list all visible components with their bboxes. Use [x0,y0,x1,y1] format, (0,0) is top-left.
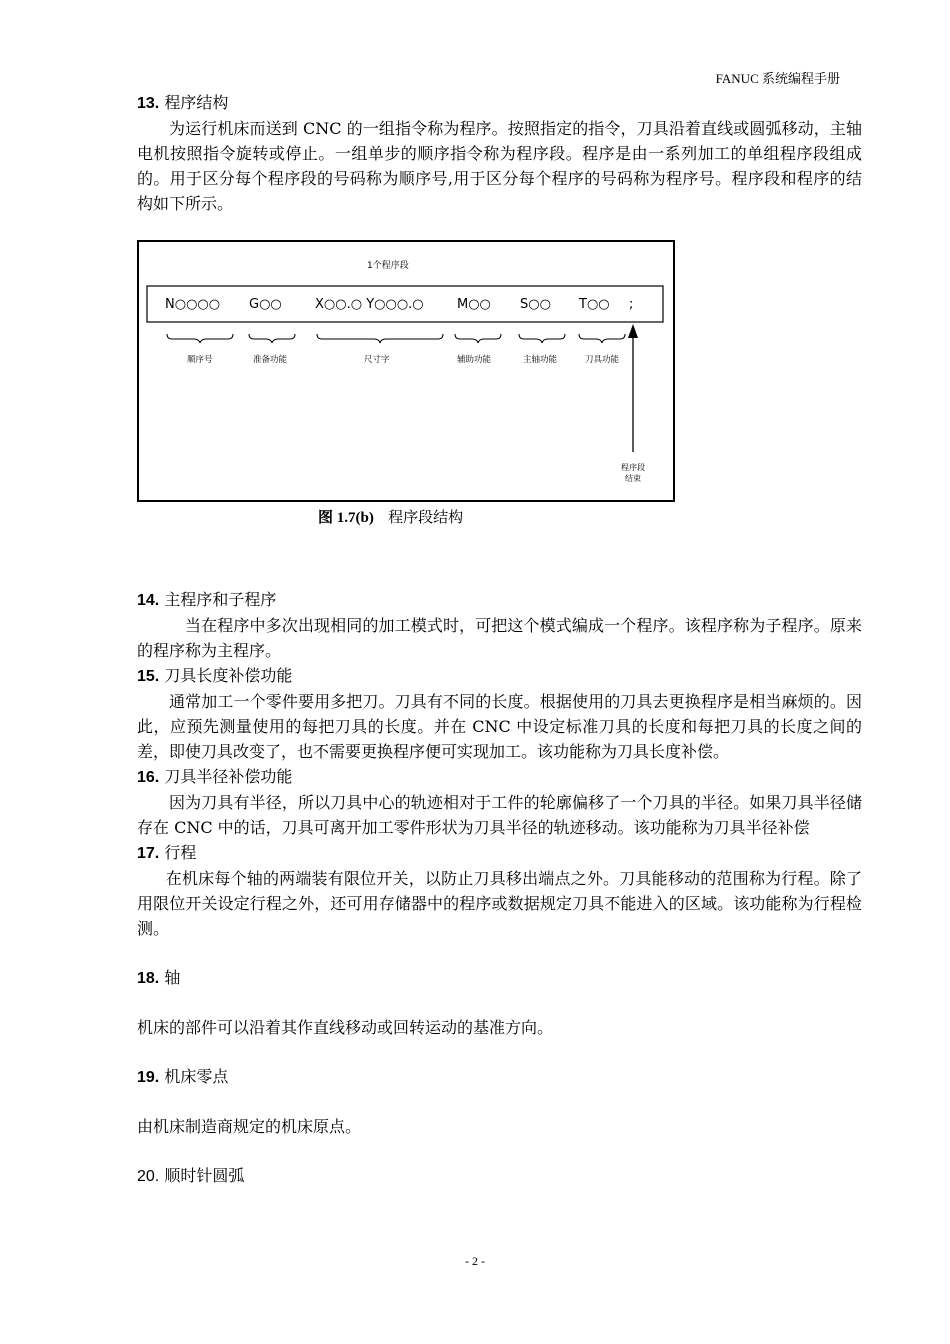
brace-aux [455,334,501,343]
word-s: S○○ [520,297,551,312]
section-title: 机床零点 [164,1067,229,1086]
section-title: 顺时针圆弧 [164,1166,245,1185]
section-number: 13. [137,95,160,112]
end-arrow-head [628,324,638,338]
word-t: T○○ [579,297,610,312]
section-paragraph: 为运行机床而送到 CNC 的一组指令称为程序。按照指定的指令，刀具沿着直线或圆弧移动，主轴电机按照指令旋转或停止。一组单步的顺序指令称为程序段。程序是由一系列加工的单组程序段组成的。用于区分每个程序段的号码称为顺序号,用于区分每个程序的号码称为程序号。程序段和程序的结构如下所示。 [137,119,862,213]
section-title: 主程序和子程序 [164,590,277,609]
section-13 [137,90,862,216]
figure-number: 图 1.7(b) [318,510,374,526]
section-paragraph: 通常加工一个零件要用多把刀。刀具有不同的长度。根据使用的刀具去更换程序是相当麻烦的。因此，应预先测量使用的每把刀具的长度。并在 CNC 中设定标准刀具的长度和每把刀具的长度之间的差，即使刀具改变了，也不需要更换程序便可实现加工。该功能称为刀具长度补偿。 [137,692,862,761]
section-heading [137,587,862,613]
section-number: 14. [137,592,160,609]
label-spindle-function: 主轴功能 [523,355,558,365]
word-n: N○○○○ [165,297,221,312]
label-dimension-word: 尺寸字 [364,355,390,365]
section-title: 刀具长度补偿功能 [164,666,293,685]
section-heading [137,663,862,689]
end-label-line1: 程序段 [621,463,645,472]
figure-title: 程序段结构 [388,508,464,526]
section-heading [137,1163,862,1189]
word-end: ; [629,297,634,312]
label-tool-function: 刀具功能 [585,355,620,365]
word-xy: X○○.○ Y○○○.○ [315,297,424,312]
label-sequence-number: 顺序号 [187,355,213,365]
section-heading [137,764,862,790]
section-title: 刀具半径补偿功能 [164,767,293,786]
figure-caption [318,506,463,527]
section-title: 程序结构 [164,93,229,112]
label-prep-function: 准备功能 [253,355,288,365]
block-structure-diagram [139,242,673,500]
label-aux-function: 辅助功能 [457,355,492,365]
page-number: - 2 - [465,1254,485,1268]
brace-sequence [167,334,233,343]
section-heading [137,965,862,991]
word-g: G○○ [249,297,282,312]
section-heading [137,840,862,866]
section-paragraph: 因为刀具有半径，所以刀具中心的轨迹相对于工件的轮廓偏移了一个刀具的半径。如果刀具半径储存在 CNC 中的话，刀具可离开加工零件形状为刀具半径的轨迹移动。该功能称为刀具半径补偿 [137,793,862,837]
section-paragraph: 当在程序中多次出现相同的加工模式时，可把这个模式编成一个程序。该程序称为子程序。原来的程序称为主程序。 [137,616,862,660]
word-m: M○○ [457,297,491,312]
end-label-line2: 结束 [625,474,641,483]
brace-spindle [519,334,565,343]
block-label: 1个程序段 [367,261,409,271]
section-title: 行程 [164,843,197,862]
sections-14-to-20 [137,587,862,1189]
section-paragraph: 由机床制造商规定的机床原点。 [137,1117,362,1136]
section-number: 20. [137,1168,160,1185]
section-number: 16. [137,769,160,786]
page-header: FANUC 系统编程手册 [715,71,840,86]
section-number: 17. [137,845,160,862]
brace-prep [249,334,295,343]
section-title: 轴 [164,968,181,987]
braces [167,334,625,343]
section-number: 15. [137,668,160,685]
section-number: 18. [137,970,160,987]
brace-dimension [317,334,443,343]
section-heading [137,1064,862,1090]
brace-tool [579,334,625,343]
section-paragraph: 机床的部件可以沿着其作直线移动或回转运动的基准方向。 [137,1018,554,1037]
program-block-figure [137,240,675,502]
section-number: 19. [137,1069,160,1086]
section-paragraph: 在机床每个轴的两端装有限位开关，以防止刀具移出端点之外。刀具能移动的范围称为行程。除了用限位开关设定行程之外，还可用存储器中的程序或数据规定刀具不能进入的区域。该功能称为行程检测。 [137,869,862,938]
section-heading [137,90,862,116]
